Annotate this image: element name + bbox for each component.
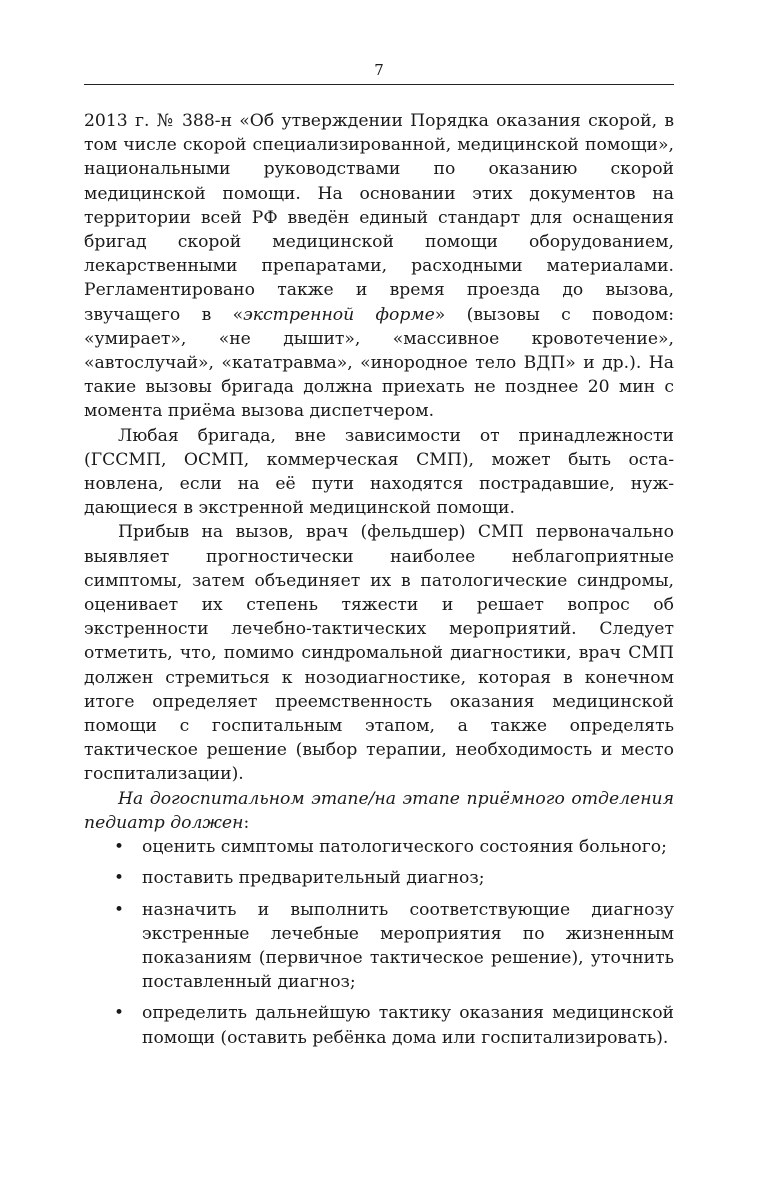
list-item-text: определить дальнейшую тактику оказания медицинской помощи (оставить ребёнка дома или госпитализировать). — [142, 1003, 674, 1048]
duties-intro-colon: : — [243, 812, 250, 833]
paragraph-1-tail: » (вызовы с поводом: «умирает», «не дышит», «массивное кровотечение», «автослучай», «кататравма», «инородное тело ВДП» и др.). На такие вызовы бригада должна приехать не позднее 20 мин с момента приёма вызова диспетчером. — [84, 304, 674, 422]
duties-intro-italic: На догоспитальном этапе/на этапе приёмного отделения педиатр должен — [84, 788, 674, 833]
duties-list — [84, 835, 674, 1050]
list-item — [84, 866, 674, 890]
bullet-icon: • — [114, 868, 125, 889]
paragraph-3: Прибыв на вызов, врач (фельдшер) СМП первоначально выявляет прогностически наиболее неблагоприятные симптомы, затем объединяет их в патологические синдромы, оценивает их степень тяжести и решает вопрос об экстренности лечебно-тактических мероприятий. Следует отметить, что, помимо синдромальной диагностики, врач СМП должен стремиться к нозодиагностике, которая в конечном итоге определяет преемственность оказания медицинской помощи с госпитальным этапом, а также определять тактическое решение (выбор терапии, необходимость и место госпитализации). — [84, 522, 674, 785]
paragraph-1 — [84, 109, 674, 424]
header-rule — [84, 84, 674, 85]
list-item — [84, 835, 674, 859]
list-item-text: назначить и выполнить соответствующие диагнозу экстренные лечебные мероприятия по жизненным показаниям (первичное тактическое решение), уточнить поставленный диагноз; — [142, 899, 674, 993]
bullet-icon: • — [114, 899, 125, 920]
list-item — [84, 1001, 674, 1049]
list-item-text: оценить симптомы патологического состояния больного; — [142, 837, 667, 858]
page-number: 7 — [374, 61, 384, 79]
bullet-icon: • — [114, 1003, 125, 1024]
list-item-text: поставить предварительный диагноз; — [142, 868, 485, 889]
paragraph-2: Любая бригада, вне зависимости от принадлежности (ГССМП, ОСМП, коммерческая СМП), может быть остановлена, если на её пути находятся пострадавшие, нуждающиеся в экстренной медицинской помощи. — [84, 425, 674, 519]
body-text — [84, 109, 674, 1050]
paragraph-1-italic: экстренной форме — [243, 304, 435, 325]
bullet-icon: • — [114, 837, 125, 858]
paragraph-1-head: 2013 г. № 388-н «Об утверждении Порядка оказания скорой, в том числе скорой специализированной, медицинской помощи», национальными руководствами по оказанию скорой медицинской помощи. На основании этих документов на территории всей РФ введён единый стандарт для оснащения бригад скорой медицинской помощи оборудованием, лекарственными препаратами, расходными материалами. Регламентировано также и время проезда до вызова, звучащего в « — [84, 111, 674, 325]
list-item — [84, 898, 674, 995]
duties-intro — [84, 787, 674, 835]
book-page — [84, 60, 674, 1050]
